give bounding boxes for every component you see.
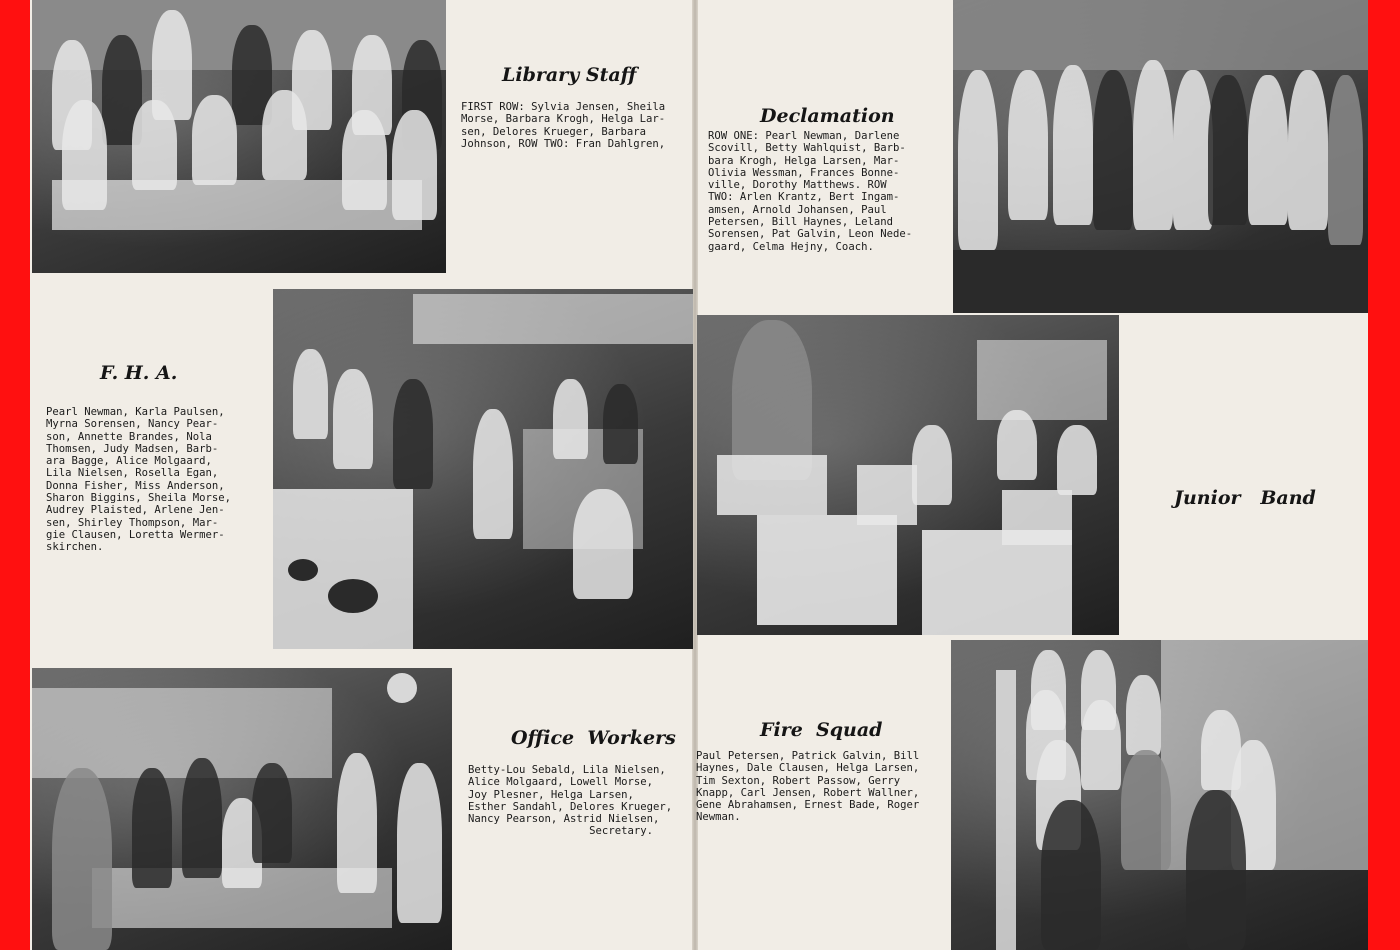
junior-band-title: Junior Band xyxy=(1174,487,1316,509)
library-staff-photo xyxy=(32,0,446,273)
library-staff-caption: FIRST ROW: Sylvia Jensen, Sheila Morse, Barbara Krogh, Helga Lar- sen, Delores Krueger, Barbara Johnson, ROW TWO: Fran Dahlgren, xyxy=(461,101,666,150)
junior-band-photo xyxy=(697,315,1119,635)
office-workers-caption: Betty-Lou Sebald, Lila Nielsen, Alice Molgaard, Lowell Morse, Joy Plesner, Helga Larsen, Esther Sandahl, Delores Krueger, Nancy Pearson, Astrid Nielsen, Secretary. xyxy=(468,764,673,838)
declamation-title: Declamation xyxy=(760,105,895,127)
fha-caption: Pearl Newman, Karla Paulsen, Myrna Sorensen, Nancy Pear- son, Annette Brandes, Nola Thomsen, Judy Madsen, Barb- ara Bagge, Alice Molgaard, Lila Nielsen, Rosella Egan, Donna Fisher, Miss Anderson, Sharon Biggins, Sheila Morse, Audrey Plaisted, Arlene Jen- sen, Shirley Thompson, Mar- gie Clausen, Loretta Wermer- skirchen. xyxy=(46,406,231,554)
office-workers-title: Office Workers xyxy=(511,727,676,749)
office-workers-photo xyxy=(32,668,452,950)
fha-photo xyxy=(273,289,693,649)
fha-title: F. H. A. xyxy=(100,362,178,384)
declamation-caption: ROW ONE: Pearl Newman, Darlene Scovill, Betty Wahlquist, Barb- bara Krogh, Helga Larsen, Mar- Olivia Wessman, Frances Bonne- ville, Dorothy Matthews. ROW TWO: Arlen Krantz, Bert Ingam- amsen, Arnold Johansen, Paul Petersen, Bill Haynes, Leland Sorensen, Pat Galvin, Leon Nede- gaard, Celma Hejny, Coach. xyxy=(708,130,913,253)
declamation-photo xyxy=(953,0,1368,313)
fire-squad-caption: Paul Petersen, Patrick Galvin, Bill Haynes, Dale Clausen, Helga Larsen, Tim Sexton, Robert Passow, Gerry Knapp, Carl Jensen, Robert Wallner, Gene Abrahamsen, Ernest Bade, Roger Newman. xyxy=(696,750,920,824)
fire-squad-photo xyxy=(951,640,1368,950)
fire-squad-title: Fire Squad xyxy=(760,719,883,741)
library-staff-title: Library Staff xyxy=(502,64,637,86)
